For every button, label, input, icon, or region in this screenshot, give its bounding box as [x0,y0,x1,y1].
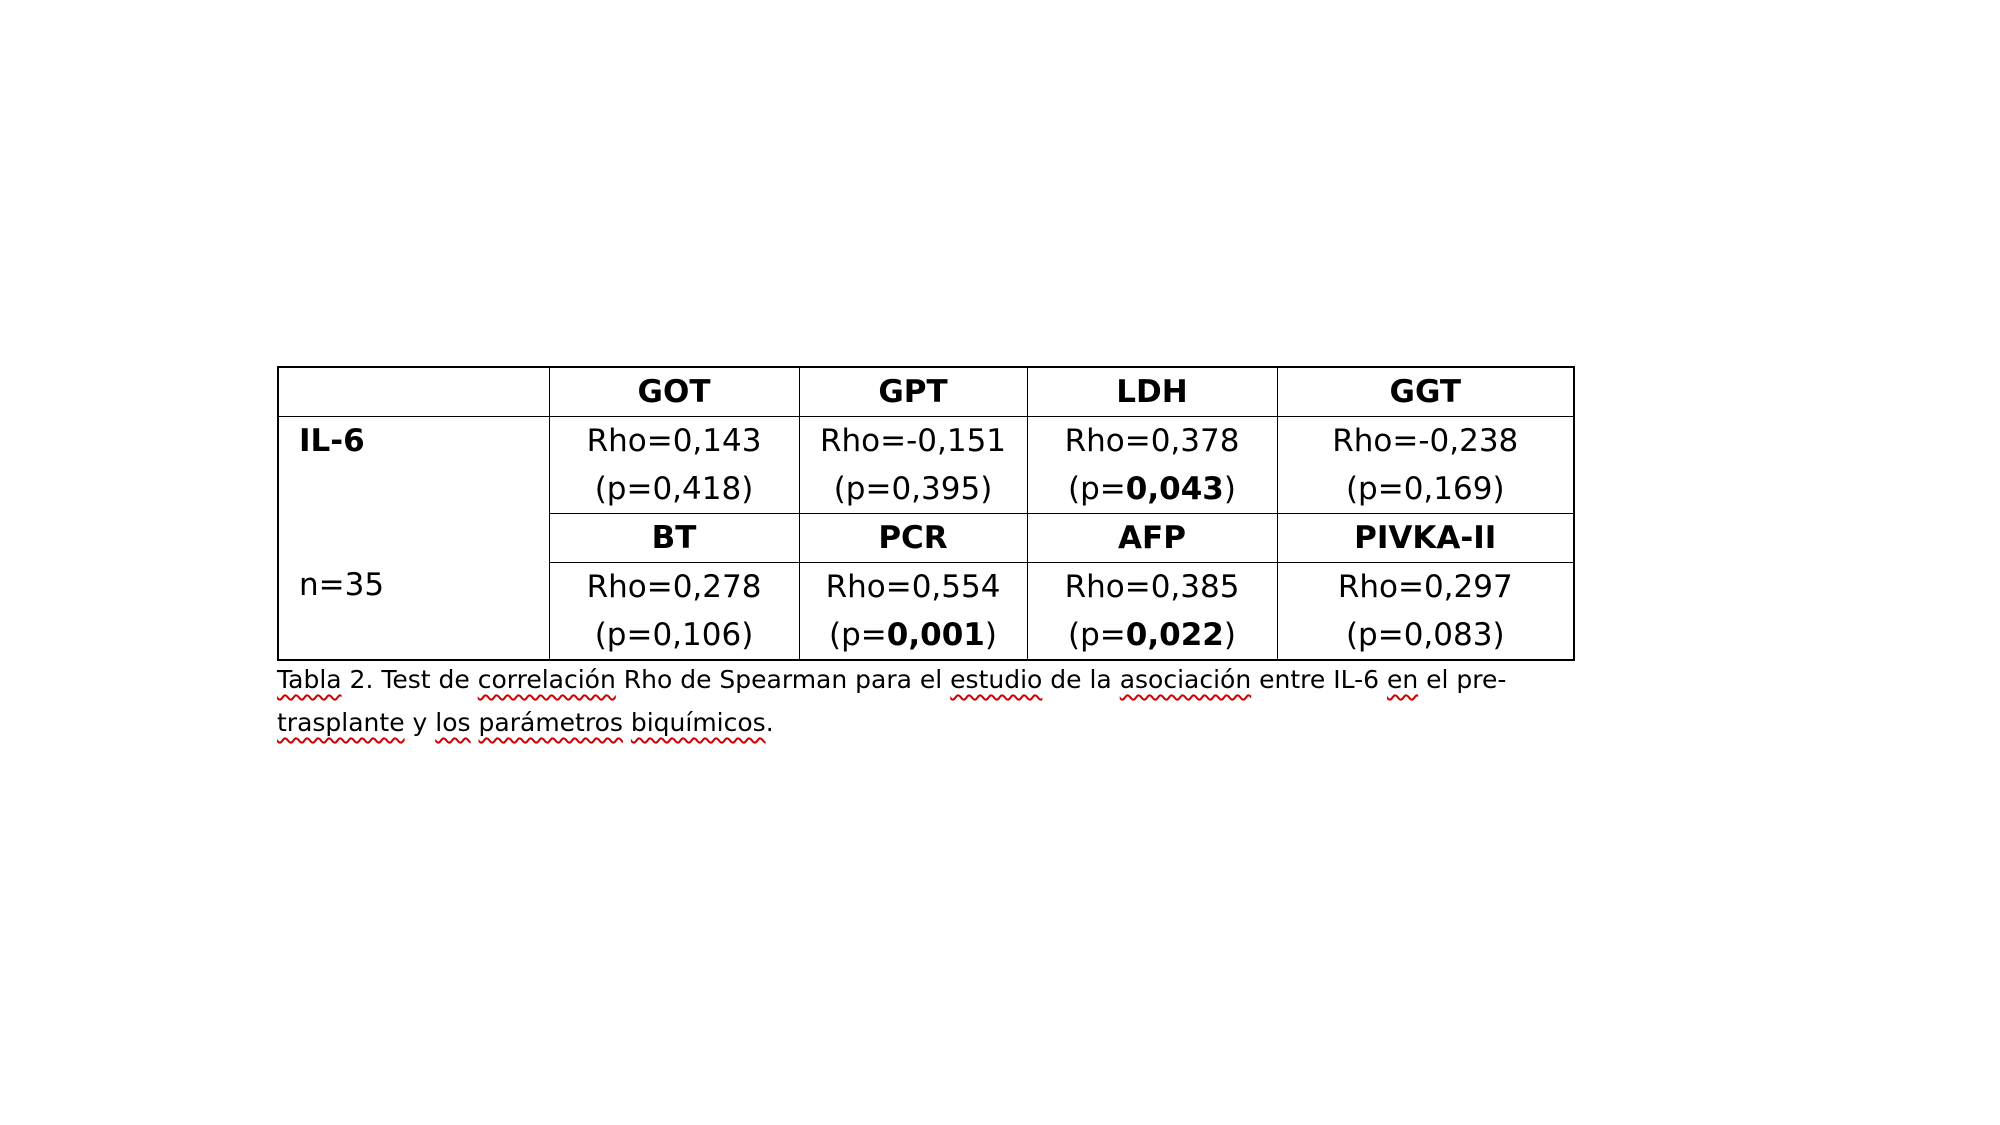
value-cell [1277,563,1574,661]
p-value [1028,465,1277,513]
header-cell: BT [549,514,799,563]
p-prefix: (p= [829,617,887,653]
table-caption [277,658,1587,744]
significant-p-number: 0,022 [1125,617,1224,653]
p-number: 0,418 [652,471,742,507]
caption-word-flagged: correlación [477,665,616,694]
p-value [550,611,799,659]
row-label-cell [278,417,549,661]
caption-text: 2. Test de [341,665,478,694]
caption-text: de la [1042,665,1120,694]
table-header-row-1 [278,367,1574,417]
rho-value: Rho=-0,151 [819,423,1007,459]
p-prefix: (p= [594,617,653,653]
caption-word-flagged: los [435,708,471,737]
table-row [278,417,1574,514]
p-prefix: (p= [1345,617,1404,653]
p-value [550,465,799,513]
row-label: IL-6 [299,423,365,459]
rho-value: Rho=0,385 [1064,569,1240,605]
value-cell [549,417,799,514]
caption-text: Rho de Spearman para el [615,665,951,694]
rho-value: Rho=0,378 [1064,423,1240,459]
caption-word-flagged: asociación [1119,665,1252,694]
value-cell [1277,417,1574,514]
p-suffix: ) [1492,617,1505,653]
value-cell [799,417,1027,514]
caption-text: y [404,708,436,737]
p-value [800,465,1027,513]
significant-p-number: 0,043 [1125,471,1224,507]
p-value [1028,611,1277,659]
caption-word-flagged: trasplante [277,708,405,737]
p-suffix: ) [984,617,997,653]
p-prefix: (p= [833,471,892,507]
sample-size-label: n=35 [299,567,385,603]
p-prefix: (p= [1345,471,1404,507]
p-suffix: ) [1223,617,1236,653]
value-cell [1027,563,1277,661]
header-cell: GGT [1277,367,1574,417]
caption-word-flagged: biquímicos [630,708,766,737]
header-cell: LDH [1027,367,1277,417]
p-value [1278,465,1574,513]
rho-value: Rho=0,554 [825,569,1001,605]
correlation-table [277,366,1575,661]
caption-text: el pre- [1418,665,1507,694]
caption-word-flagged: parámetros [478,708,623,737]
rho-value: Rho=0,143 [586,423,762,459]
p-value [800,611,1027,659]
rho-value: Rho=0,278 [586,569,762,605]
caption-word-flagged: estudio [950,665,1043,694]
header-cell: GOT [549,367,799,417]
p-suffix: ) [1223,471,1236,507]
p-value [1278,611,1574,659]
value-cell [549,563,799,661]
caption-word-flagged: Tabla [277,665,342,694]
caption-text [623,708,631,737]
p-prefix: (p= [1068,471,1126,507]
p-suffix: ) [741,617,754,653]
value-cell [1027,417,1277,514]
significant-p-number: 0,001 [886,617,985,653]
p-suffix: ) [1492,471,1505,507]
p-prefix: (p= [594,471,653,507]
header-cell: GPT [799,367,1027,417]
correlation-table-container [277,366,1573,661]
caption-text: . [765,708,774,737]
header-cell: PIVKA-II [1277,514,1574,563]
header-cell: AFP [1027,514,1277,563]
caption-text [471,708,479,737]
p-number: 0,106 [652,617,742,653]
p-number: 0,395 [891,471,981,507]
caption-text: entre IL-6 [1251,665,1387,694]
rho-value: Rho=-0,238 [1332,423,1519,459]
rho-value: Rho=0,297 [1337,569,1513,605]
p-number: 0,083 [1403,617,1493,653]
p-number: 0,169 [1403,471,1493,507]
p-prefix: (p= [1068,617,1126,653]
value-cell [799,563,1027,661]
table-corner-cell [278,367,549,417]
p-suffix: ) [741,471,754,507]
p-suffix: ) [980,471,993,507]
header-cell: PCR [799,514,1027,563]
caption-word-flagged: en [1386,665,1419,694]
